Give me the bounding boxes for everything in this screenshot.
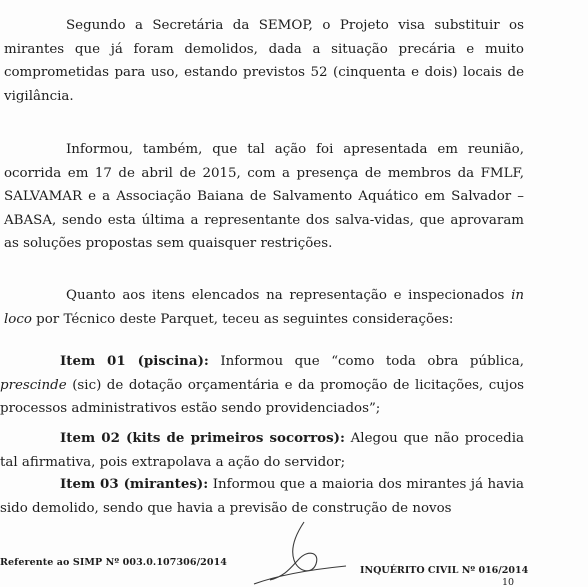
paragraph-reuniao	[4, 138, 524, 256]
item-03-text: Informou que a maioria dos mirantes já havia sido demolido, sendo que havia a previsão de construção de novos	[0, 477, 524, 516]
item-01-italic: prescinde	[0, 377, 67, 393]
item-01-label: Item 01 (piscina):	[60, 353, 209, 369]
page-number: 10	[502, 577, 515, 588]
item-01-text-after: (sic) de dotação orçamentária e da promoção de licitações, cujos processos administrativos estão sendo providenciados”;	[0, 377, 524, 416]
item-03-label: Item 03 (mirantes):	[60, 476, 209, 492]
item-02-text: Alegou que não procedia tal afirmativa, pois extrapolava a ação do servidor;	[0, 431, 525, 470]
item-01-text-before: Informou que “como toda obra pública,	[208, 354, 524, 369]
item-01	[0, 350, 524, 421]
signature-scribble	[246, 520, 356, 587]
paragraph-semop	[4, 14, 524, 108]
item-02-label: Item 02 (kits de primeiros socorros):	[60, 430, 345, 446]
paragraph-semop-text: Segundo a Secretária da SEMOP, o Projeto visa substituir os mirantes que já foram demolidos, dada a situação precária e muito comprometidas para uso, estando previstos 52 (cinquenta e dois) locais de vigilância.	[4, 18, 524, 104]
paragraph-itens-start: Quanto aos itens elencados na representação e inspecionados	[66, 288, 512, 303]
item-03	[0, 473, 524, 520]
paragraph-reuniao-text: Informou, também, que tal ação foi apresentada em reunião, ocorrida em 17 de abril de 2015, com a presença de membros da FMLF, SALVAMAR e a Associação Baiana de Salvamento Aquático em Salvador – ABASA, sendo esta última a representante dos salva-vidas, que aprovaram as soluções propostas sem quaisquer restrições.	[4, 142, 524, 251]
paragraph-itens-italic: in loco	[4, 288, 524, 327]
footer-simp-reference: Referente ao SIMP Nº 003.0.107306/2014	[0, 557, 228, 568]
paragraph-itens-end: por Técnico deste Parquet, teceu as seguintes considerações:	[31, 311, 454, 327]
paragraph-itens	[4, 284, 524, 331]
footer-inquerito: INQUÉRITO CIVIL Nº 016/2014	[360, 565, 529, 576]
item-02	[0, 427, 524, 474]
